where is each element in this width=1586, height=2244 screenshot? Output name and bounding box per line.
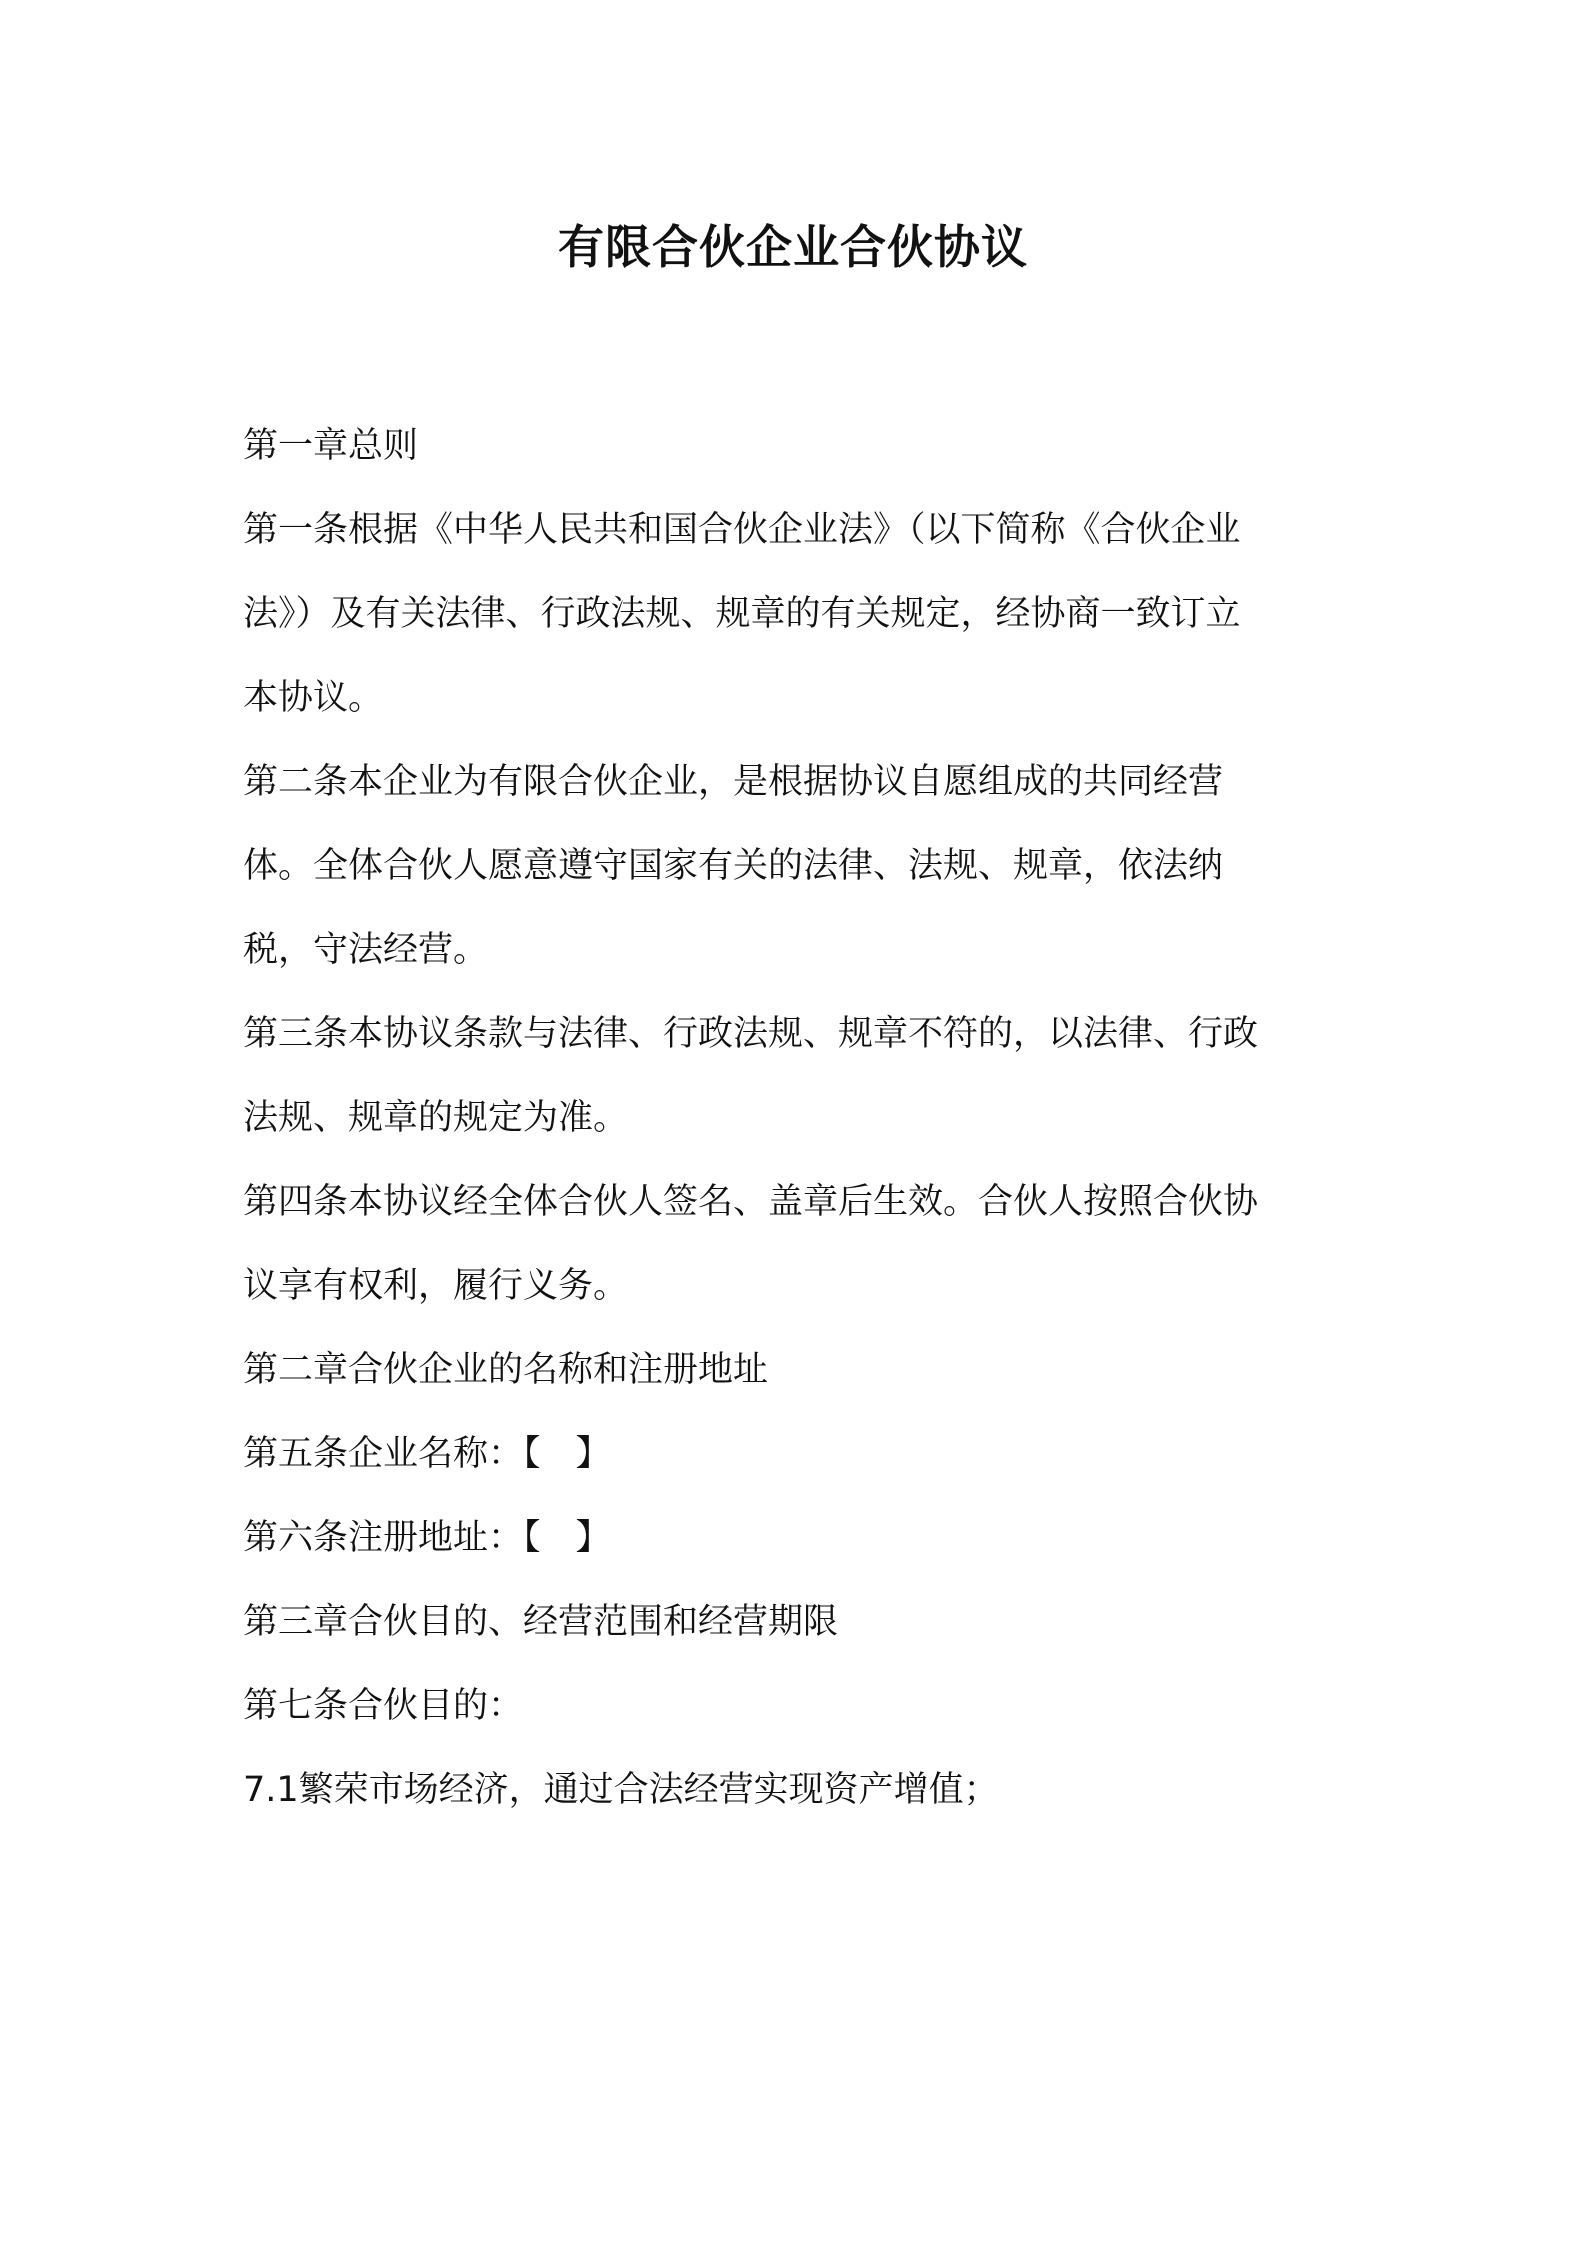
article-2-line-1: 第二条本企业为有限合伙企业，是根据协议自愿组成的共同经营 bbox=[243, 762, 1224, 802]
chapter-3-heading: 第三章合伙目的、经营范围和经营期限 bbox=[243, 1602, 839, 1642]
article-1-line-2: 法》）及有关法律、行政法规、规章的有关规定，经协商一致订立 bbox=[243, 594, 1241, 634]
article-1-line-3: 本协议。 bbox=[243, 678, 384, 718]
article-3-line-2: 法规、规章的规定为准。 bbox=[243, 1098, 629, 1138]
article-2-line-2: 体。全体合伙人愿意遵守国家有关的法律、法规、规章，依法纳 bbox=[243, 846, 1224, 886]
chapter-2-heading: 第二章合伙企业的名称和注册地址 bbox=[243, 1350, 769, 1390]
article-5-enterprise-name: 第五条企业名称：【 】 bbox=[243, 1434, 611, 1474]
article-3-line-1: 第三条本协议条款与法律、行政法规、规章不符的，以法律、行政 bbox=[243, 1014, 1259, 1054]
chapter-1-heading: 第一章总则 bbox=[243, 426, 419, 466]
article-2-line-3: 税，守法经营。 bbox=[243, 930, 489, 970]
article-6-registered-address: 第六条注册地址：【 】 bbox=[243, 1518, 611, 1558]
document-body bbox=[243, 404, 1343, 1832]
clause-7-1: 7.1繁荣市场经济，通过合法经营实现资产增值； bbox=[243, 1770, 999, 1810]
article-4-line-2: 议享有权利，履行义务。 bbox=[243, 1266, 629, 1306]
article-7-heading: 第七条合伙目的： bbox=[243, 1686, 524, 1726]
article-4-line-1: 第四条本协议经全体合伙人签名、盖章后生效。合伙人按照合伙协 bbox=[243, 1182, 1259, 1222]
document-title: 有限合伙企业合伙协议 bbox=[558, 220, 1028, 274]
article-1-line-1: 第一条根据《中华人民共和国合伙企业法》（以下简称《合伙企业 bbox=[243, 510, 1241, 550]
